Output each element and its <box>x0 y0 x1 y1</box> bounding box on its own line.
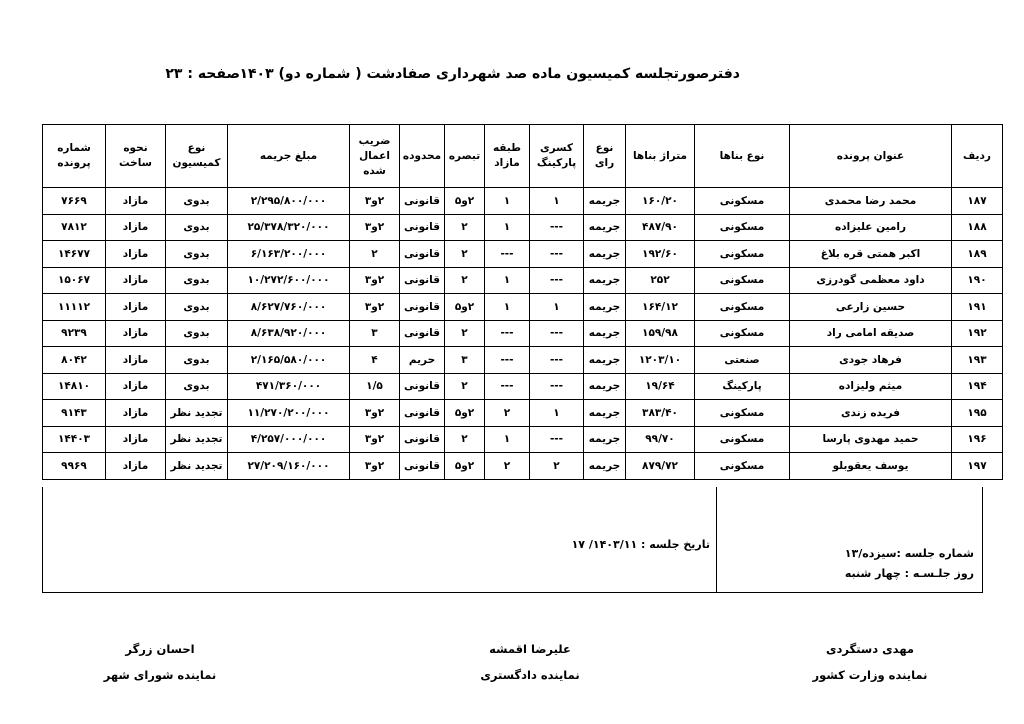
table-cell: تجدید نظر <box>166 400 228 427</box>
table-cell: ۲۷/۲۰۹/۱۶۰/۰۰۰ <box>228 453 350 480</box>
table-cell: ۲ <box>445 373 485 400</box>
table-cell: صدیقه امامی راد <box>790 320 952 347</box>
column-header: طبقه مازاد <box>485 125 530 188</box>
table-cell: ۲ <box>445 241 485 268</box>
table-cell: ۲و۳ <box>350 267 400 294</box>
signature-role: نماینده دادگستری <box>480 668 580 682</box>
table-cell: ۹۲۳۹ <box>43 320 106 347</box>
table-cell: مسکونی <box>695 453 790 480</box>
table-cell: داود معظمی گودرزی <box>790 267 952 294</box>
table-cell: --- <box>530 426 584 453</box>
table-cell: ۲ <box>485 453 530 480</box>
table-cell: قانونی <box>400 453 445 480</box>
table-row <box>43 241 1003 268</box>
table-cell: ۱ <box>485 214 530 241</box>
table-cell: قانونی <box>400 320 445 347</box>
table-cell: تجدید نظر <box>166 453 228 480</box>
table-cell: ۲۵/۳۷۸/۳۲۰/۰۰۰ <box>228 214 350 241</box>
table-row <box>43 214 1003 241</box>
table-cell: ۴۸۷/۹۰ <box>626 214 695 241</box>
table-cell: ۱۹۰ <box>952 267 1003 294</box>
table-cell: مازاد <box>106 294 166 321</box>
table-cell: ۱۹۷ <box>952 453 1003 480</box>
table-cell: ۱۹۶ <box>952 426 1003 453</box>
table-cell: قانونی <box>400 214 445 241</box>
table-cell: ۷۶۶۹ <box>43 188 106 215</box>
table-body <box>43 188 1003 480</box>
page-number: صفحه : ۲۳ <box>165 66 240 82</box>
table-cell: قانونی <box>400 294 445 321</box>
table-cell: محمد رضا محمدی <box>790 188 952 215</box>
table-cell: ۱۹۱ <box>952 294 1003 321</box>
table-cell: مسکونی <box>695 214 790 241</box>
table-cell: ۱۲۰۳/۱۰ <box>626 347 695 374</box>
table-cell: ۱۹۴ <box>952 373 1003 400</box>
table-cell: ۱۹۲ <box>952 320 1003 347</box>
table-cell: ۱ <box>530 400 584 427</box>
table-cell: ۲و۳ <box>350 453 400 480</box>
table-cell: ۳۸۳/۴۰ <box>626 400 695 427</box>
session-number: شماره جلسه :سیزده/۱۳ <box>844 547 974 560</box>
table-cell: ۲و۵ <box>445 294 485 321</box>
table-cell: قانونی <box>400 188 445 215</box>
table-cell: ۲ <box>445 426 485 453</box>
table-row <box>43 373 1003 400</box>
table-cell: مازاد <box>106 453 166 480</box>
table-cell: حریم <box>400 347 445 374</box>
table-cell: جریمه <box>584 453 626 480</box>
signature-judiciary <box>430 636 630 688</box>
table-cell: میثم ولیزاده <box>790 373 952 400</box>
table-cell: جریمه <box>584 214 626 241</box>
table-cell: بدوی <box>166 188 228 215</box>
table-cell: ۱۸۸ <box>952 214 1003 241</box>
table-cell: ۴۷۱/۳۶۰/۰۰۰ <box>228 373 350 400</box>
table-cell: ۱۵۰۶۷ <box>43 267 106 294</box>
table-cell: ۱۹/۶۴ <box>626 373 695 400</box>
commission-table <box>42 124 1003 480</box>
table-cell: جریمه <box>584 294 626 321</box>
table-cell: ۱۵۹/۹۸ <box>626 320 695 347</box>
table-cell: مسکونی <box>695 426 790 453</box>
table-cell: جریمه <box>584 400 626 427</box>
table-cell: رامین علیزاده <box>790 214 952 241</box>
table-cell: ۳ <box>445 347 485 374</box>
column-header: عنوان پرونده <box>790 125 952 188</box>
table-cell: تجدید نظر <box>166 426 228 453</box>
table-cell: ۲ <box>445 320 485 347</box>
session-details <box>760 544 974 584</box>
table-cell: ۲و۳ <box>350 400 400 427</box>
table-cell: مسکونی <box>695 320 790 347</box>
column-header: محدوده <box>400 125 445 188</box>
table-cell: جریمه <box>584 373 626 400</box>
table-cell: مسکونی <box>695 188 790 215</box>
table-cell: --- <box>530 267 584 294</box>
table-cell: ۱۱/۲۷۰/۲۰۰/۰۰۰ <box>228 400 350 427</box>
table-cell: جریمه <box>584 426 626 453</box>
table-row <box>43 400 1003 427</box>
table-cell: اکبر همتی قره بلاغ <box>790 241 952 268</box>
session-date: تاریخ جلسه : ۱۴۰۳/۱۱/ ۱۷ <box>571 538 710 551</box>
table-cell: ۱۹۵ <box>952 400 1003 427</box>
column-header: مبلغ جریمه <box>228 125 350 188</box>
table-cell: صنعتی <box>695 347 790 374</box>
table-row <box>43 188 1003 215</box>
table-cell: ۲/۱۶۵/۵۸۰/۰۰۰ <box>228 347 350 374</box>
table-cell: فریده زندی <box>790 400 952 427</box>
table-cell: ۱۸۷ <box>952 188 1003 215</box>
table-cell: بدوی <box>166 294 228 321</box>
table-cell: --- <box>530 373 584 400</box>
table-cell: مسکونی <box>695 241 790 268</box>
table-cell: ۱ <box>485 426 530 453</box>
table-cell: ۱۹۲/۶۰ <box>626 241 695 268</box>
table-cell: ۲۵۲ <box>626 267 695 294</box>
table-cell: قانونی <box>400 241 445 268</box>
table-cell: ۸۷۹/۷۲ <box>626 453 695 480</box>
table-cell: ۴/۲۵۷/۰۰۰/۰۰۰ <box>228 426 350 453</box>
table-cell: ۸/۶۲۷/۷۶۰/۰۰۰ <box>228 294 350 321</box>
column-header: نوع رای <box>584 125 626 188</box>
table-cell: حمید مهدوی پارسا <box>790 426 952 453</box>
table-cell: ۲ <box>485 400 530 427</box>
table-cell: ۶/۱۶۳/۲۰۰/۰۰۰ <box>228 241 350 268</box>
session-box-divider <box>716 487 717 593</box>
table-cell: ۲ <box>445 214 485 241</box>
table-cell: جریمه <box>584 320 626 347</box>
table-cell: ۱۴۴۰۳ <box>43 426 106 453</box>
table-cell: قانونی <box>400 267 445 294</box>
column-header: متراژ بناها <box>626 125 695 188</box>
table-row <box>43 320 1003 347</box>
signature-name: علیرضا اقمشه <box>489 642 571 656</box>
signature-role: نماینده وزارت کشور <box>812 668 928 682</box>
table-cell: ۹۹/۷۰ <box>626 426 695 453</box>
column-header: شماره پرونده <box>43 125 106 188</box>
table-cell: یوسف یعقوبلو <box>790 453 952 480</box>
table-cell: مسکونی <box>695 294 790 321</box>
signature-role: نماینده شورای شهر <box>103 668 217 682</box>
table-cell: ۲/۲۹۵/۸۰۰/۰۰۰ <box>228 188 350 215</box>
table-cell: ۲و۵ <box>445 453 485 480</box>
table-cell: مازاد <box>106 373 166 400</box>
table-cell: ۷۸۱۲ <box>43 214 106 241</box>
table-cell: بدوی <box>166 320 228 347</box>
table-row <box>43 294 1003 321</box>
table-cell: بدوی <box>166 267 228 294</box>
table-cell: ۲و۵ <box>445 400 485 427</box>
table-cell: ۲و۳ <box>350 426 400 453</box>
table-cell: ۱۶۴/۱۲ <box>626 294 695 321</box>
table-cell: ۲ <box>445 267 485 294</box>
table-cell: مازاد <box>106 347 166 374</box>
table-cell: قانونی <box>400 373 445 400</box>
table-cell: --- <box>530 347 584 374</box>
table-cell: ۲و۵ <box>445 188 485 215</box>
table-cell: ۱۰/۲۷۲/۶۰۰/۰۰۰ <box>228 267 350 294</box>
column-header: کسری پارکینگ <box>530 125 584 188</box>
table-cell: جریمه <box>584 267 626 294</box>
table-cell: بدوی <box>166 214 228 241</box>
table-cell: ۲و۳ <box>350 294 400 321</box>
table-row <box>43 426 1003 453</box>
table-cell: مسکونی <box>695 267 790 294</box>
table-cell: حسین زارعی <box>790 294 952 321</box>
table-cell: ۱۴۸۱۰ <box>43 373 106 400</box>
table-cell: مسکونی <box>695 400 790 427</box>
table-cell: مازاد <box>106 214 166 241</box>
table-cell: مازاد <box>106 426 166 453</box>
table-cell: مازاد <box>106 241 166 268</box>
table-row <box>43 453 1003 480</box>
table-cell: --- <box>485 347 530 374</box>
table-cell: --- <box>530 241 584 268</box>
table-header-row <box>43 125 1003 188</box>
table-cell: قانونی <box>400 400 445 427</box>
table-cell: ۲و۳ <box>350 188 400 215</box>
session-day: روز جلـسـه : چهار شنبه <box>844 567 974 580</box>
table-cell: ۹۱۴۳ <box>43 400 106 427</box>
table-row <box>43 347 1003 374</box>
table-cell: ۱۴۶۷۷ <box>43 241 106 268</box>
table-cell: فرهاد جودی <box>790 347 952 374</box>
table-cell: ۸/۶۳۸/۹۲۰/۰۰۰ <box>228 320 350 347</box>
table-cell: ۱ <box>485 267 530 294</box>
table-cell: مازاد <box>106 400 166 427</box>
table-cell: مازاد <box>106 320 166 347</box>
table-cell: ۱۹۳ <box>952 347 1003 374</box>
column-header: ردیف <box>952 125 1003 188</box>
table-cell: ۸۰۴۲ <box>43 347 106 374</box>
column-header: نحوه ساخت <box>106 125 166 188</box>
table-cell: --- <box>485 241 530 268</box>
table-cell: ۱ <box>530 294 584 321</box>
table-cell: --- <box>485 320 530 347</box>
table-row <box>43 267 1003 294</box>
document-title: دفترصورتجلسه کمیسیون ماده صد شهرداری صفادشت ( شماره دو) ۱۴۰۳ <box>239 66 740 82</box>
table-cell: بدوی <box>166 373 228 400</box>
column-header: تبصره <box>445 125 485 188</box>
table-cell: جریمه <box>584 347 626 374</box>
table-cell: پارکینگ <box>695 373 790 400</box>
table-cell: ۲و۳ <box>350 214 400 241</box>
signature-name: مهدی دستگردی <box>825 642 915 656</box>
table-cell: مازاد <box>106 188 166 215</box>
table-cell: ۱۸۹ <box>952 241 1003 268</box>
signature-council <box>60 636 260 688</box>
table-cell: ۹۹۶۹ <box>43 453 106 480</box>
column-header: نوع بناها <box>695 125 790 188</box>
table-cell: --- <box>485 373 530 400</box>
table-cell: ۲ <box>530 453 584 480</box>
table-cell: ۱ <box>485 188 530 215</box>
table-cell: جریمه <box>584 188 626 215</box>
table-cell: --- <box>530 214 584 241</box>
signature-interior <box>770 636 970 688</box>
table-cell: ۱/۵ <box>350 373 400 400</box>
table-cell: ۴ <box>350 347 400 374</box>
table-cell: ۱ <box>530 188 584 215</box>
table-cell: بدوی <box>166 347 228 374</box>
table-cell: مازاد <box>106 267 166 294</box>
table-cell: ۱۱۱۱۲ <box>43 294 106 321</box>
table-cell: ۳ <box>350 320 400 347</box>
table-cell: قانونی <box>400 426 445 453</box>
table-cell: --- <box>530 320 584 347</box>
table-cell: ۱۶۰/۲۰ <box>626 188 695 215</box>
table-cell: جریمه <box>584 241 626 268</box>
column-header: نوع کمیسیون <box>166 125 228 188</box>
signature-name: احسان زرگر <box>125 642 195 656</box>
table-cell: بدوی <box>166 241 228 268</box>
table-cell: ۱ <box>485 294 530 321</box>
table-cell: ۲ <box>350 241 400 268</box>
column-header: ضریب اعمال شده <box>350 125 400 188</box>
